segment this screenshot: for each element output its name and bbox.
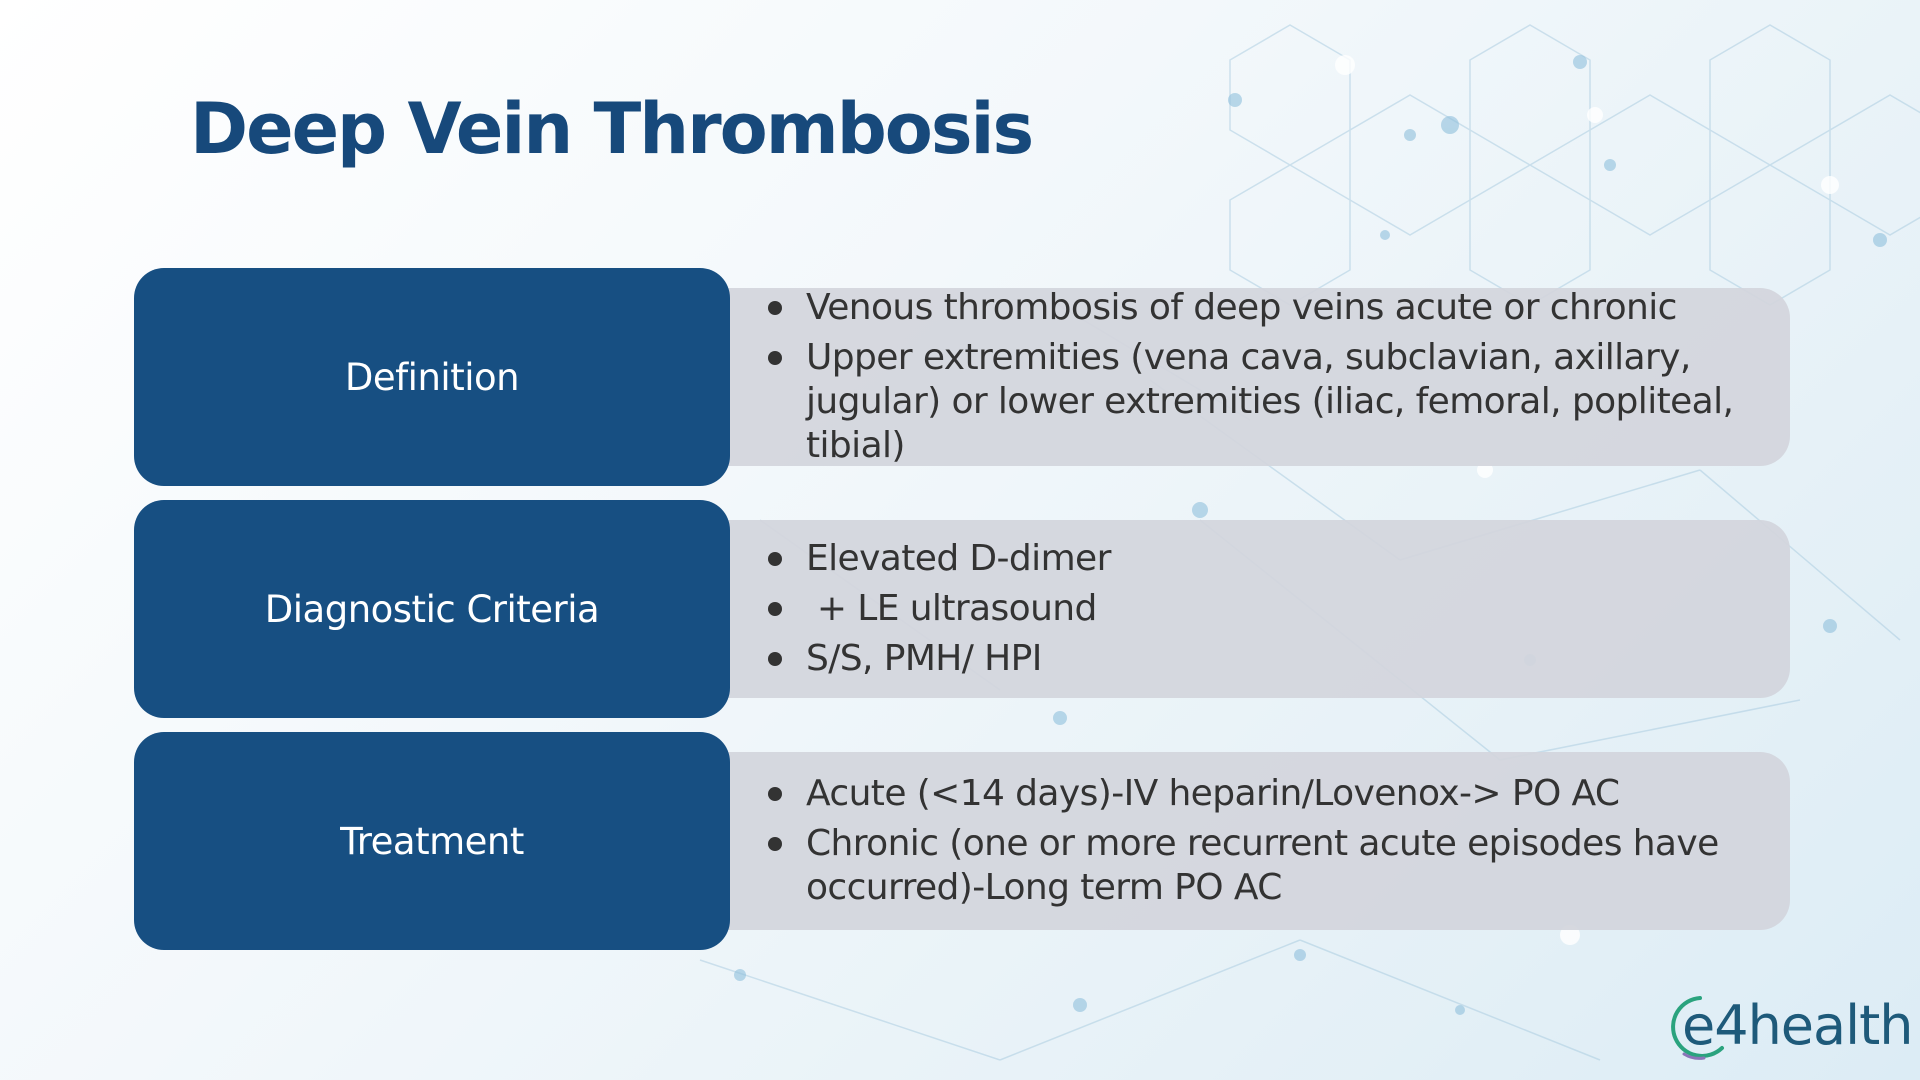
treatment-label-box bbox=[134, 732, 730, 950]
definition-bullet-list bbox=[768, 288, 1778, 466]
bullet-icon bbox=[768, 837, 782, 851]
logo-text: e4health bbox=[1682, 993, 1913, 1057]
bullet-icon bbox=[768, 301, 782, 315]
definition-bullet-2-text: Upper extremities (vena cava, subclavian, axillary, jugular) or lower extremities (iliac, femoral, popliteal, tibial) bbox=[806, 337, 1734, 466]
definition-bullet-1-text: Venous thrombosis of deep veins acute or chronic bbox=[806, 287, 1677, 328]
diagnostic-criteria-bullet-1-text: Elevated D-dimer bbox=[806, 538, 1111, 579]
definition-label: Definition bbox=[344, 355, 520, 399]
bullet-icon bbox=[768, 652, 782, 666]
diagnostic-criteria-label: Diagnostic Criteria bbox=[264, 587, 600, 631]
bullet-icon bbox=[768, 552, 782, 566]
slide-title: Deep Vein Thrombosis bbox=[190, 88, 1033, 170]
treatment-bullet-1 bbox=[768, 772, 1778, 816]
diagnostic-criteria-bullet-list bbox=[768, 520, 1778, 698]
treatment-bullet-1-text: Acute (<14 days)-IV heparin/Lovenox-> PO AC bbox=[806, 773, 1620, 814]
treatment-bullet-2-text: Chronic (one or more recurrent acute episodes have occurred)-Long term PO AC bbox=[806, 823, 1719, 908]
definition-bullet-2 bbox=[768, 336, 1778, 468]
diagnostic-criteria-row bbox=[134, 500, 1790, 718]
definition-bullet-1 bbox=[768, 286, 1778, 330]
diagnostic-criteria-bullet-2 bbox=[768, 587, 1778, 631]
treatment-row bbox=[134, 732, 1790, 950]
diagnostic-criteria-bullet-3 bbox=[768, 637, 1778, 681]
bullet-icon bbox=[768, 351, 782, 365]
definition-row bbox=[134, 268, 1790, 486]
diagnostic-criteria-bullet-2-text: + LE ultrasound bbox=[806, 588, 1097, 629]
diagnostic-criteria-bullet-1 bbox=[768, 537, 1778, 581]
treatment-label: Treatment bbox=[340, 819, 524, 863]
diagnostic-criteria-bullet-3-text: S/S, PMH/ HPI bbox=[806, 638, 1042, 679]
definition-label-box bbox=[134, 268, 730, 486]
bullet-icon bbox=[768, 602, 782, 616]
diagnostic-criteria-label-box bbox=[134, 500, 730, 718]
e4health-logo bbox=[1666, 990, 1913, 1060]
treatment-bullet-list bbox=[768, 752, 1778, 930]
bullet-icon bbox=[768, 787, 782, 801]
treatment-bullet-2 bbox=[768, 822, 1778, 910]
